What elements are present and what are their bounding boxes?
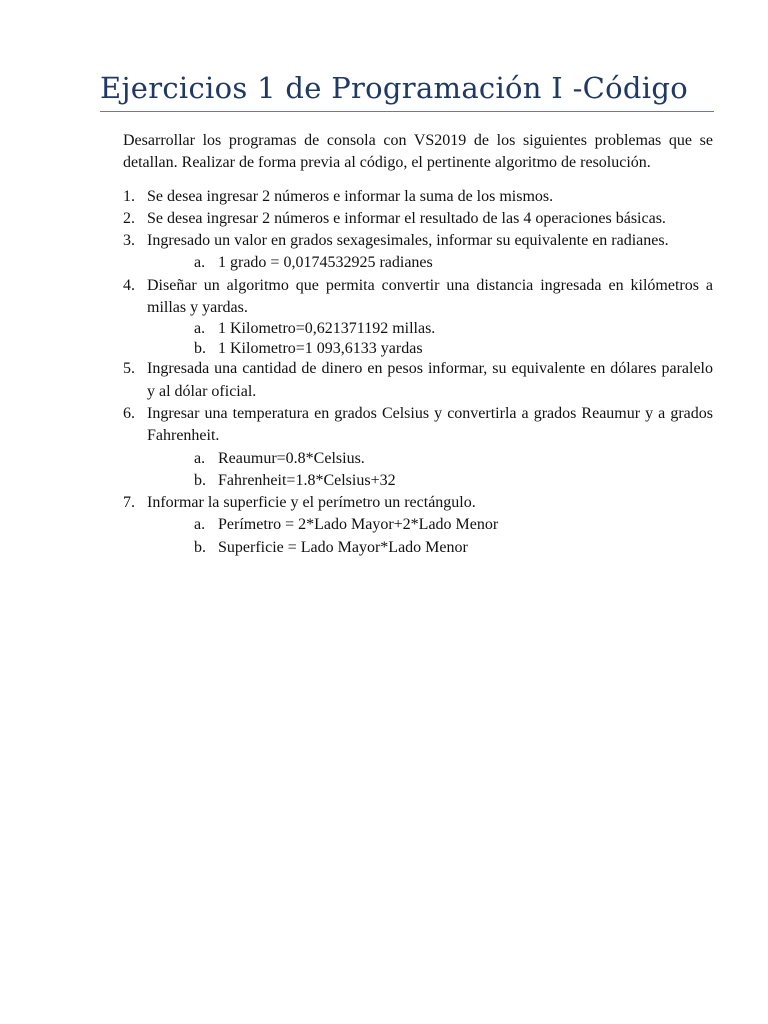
exercise-text: Se desea ingresar 2 números e informar el resultado de las 4 operaciones básicas. [147, 209, 666, 227]
exercise-number: 1. [123, 187, 135, 205]
exercise-item-6 [123, 403, 713, 492]
intro-paragraph: Desarrollar los programas de consola con VS2019 de los siguientes problemas que se detallan. Realizar de forma previa al código, el pertinente algoritmo de resolución. [123, 132, 713, 172]
exercise-text: Se desea ingresar 2 números e informar la suma de los mismos. [147, 187, 554, 205]
exercise-item-7 [123, 492, 713, 559]
sub-item [147, 470, 713, 492]
sub-item-letter: b. [194, 339, 206, 357]
exercise-number: 6. [123, 404, 135, 422]
exercise-text: Diseñar un algoritmo que permita convertir una distancia ingresada en kilómetros a millas y yardas. [147, 276, 713, 317]
sub-item [147, 339, 713, 359]
exercise-text: Ingresar una temperatura en grados Celsius y convertirla a grados Reaumur y a grados Fahrenheit. [147, 404, 713, 445]
sub-item-text: Superficie = Lado Mayor*Lado Menor [218, 538, 468, 556]
sub-item-letter: a. [194, 516, 206, 534]
sub-item-letter: a. [194, 449, 206, 467]
sub-item [147, 514, 713, 536]
exercise-number: 7. [123, 494, 135, 512]
document-title: Ejercicios 1 de Programación I -Código [100, 71, 688, 105]
exercise-item-5 [123, 358, 713, 403]
sub-item-text: 1 Kilometro=0,621371192 millas. [218, 320, 436, 338]
sub-item-text: Reaumur=0.8*Celsius. [218, 449, 365, 467]
sub-item-text: Perímetro = 2*Lado Mayor+2*Lado Menor [218, 516, 499, 534]
sub-item-letter: a. [194, 320, 206, 338]
sub-list [147, 514, 713, 559]
sub-list [147, 319, 713, 358]
title-underline [100, 111, 714, 112]
exercise-number: 2. [123, 209, 135, 227]
sub-item-text: Fahrenheit=1.8*Celsius+32 [218, 471, 396, 489]
sub-item [147, 252, 713, 274]
sub-item-letter: b. [194, 538, 206, 556]
exercise-item-4 [123, 275, 713, 359]
sub-item-text: 1 Kilometro=1 093,6133 yardas [218, 339, 423, 357]
document-body [123, 130, 713, 559]
exercise-list [123, 186, 713, 559]
exercise-number: 3. [123, 232, 135, 250]
exercise-text: Ingresada una cantidad de dinero en pesos informar, su equivalente en dólares paralelo y al dólar oficial. [147, 360, 713, 400]
exercise-number: 5. [123, 360, 135, 378]
sub-item-text: 1 grado = 0,0174532925 radianes [218, 254, 433, 272]
exercise-number: 4. [123, 276, 135, 294]
sub-item [147, 319, 713, 339]
sub-item [147, 448, 713, 470]
sub-item-letter: a. [194, 254, 206, 272]
exercise-item-1 [123, 186, 713, 208]
exercise-item-3 [123, 230, 713, 275]
sub-item-letter: b. [194, 471, 206, 489]
exercise-item-2 [123, 208, 713, 230]
sub-item [147, 537, 713, 559]
exercise-text: Informar la superficie y el perímetro un rectángulo. [147, 494, 476, 512]
exercise-text: Ingresado un valor en grados sexagesimales, informar su equivalente en radianes. [147, 232, 669, 250]
sub-list [147, 252, 713, 274]
sub-list [147, 448, 713, 493]
